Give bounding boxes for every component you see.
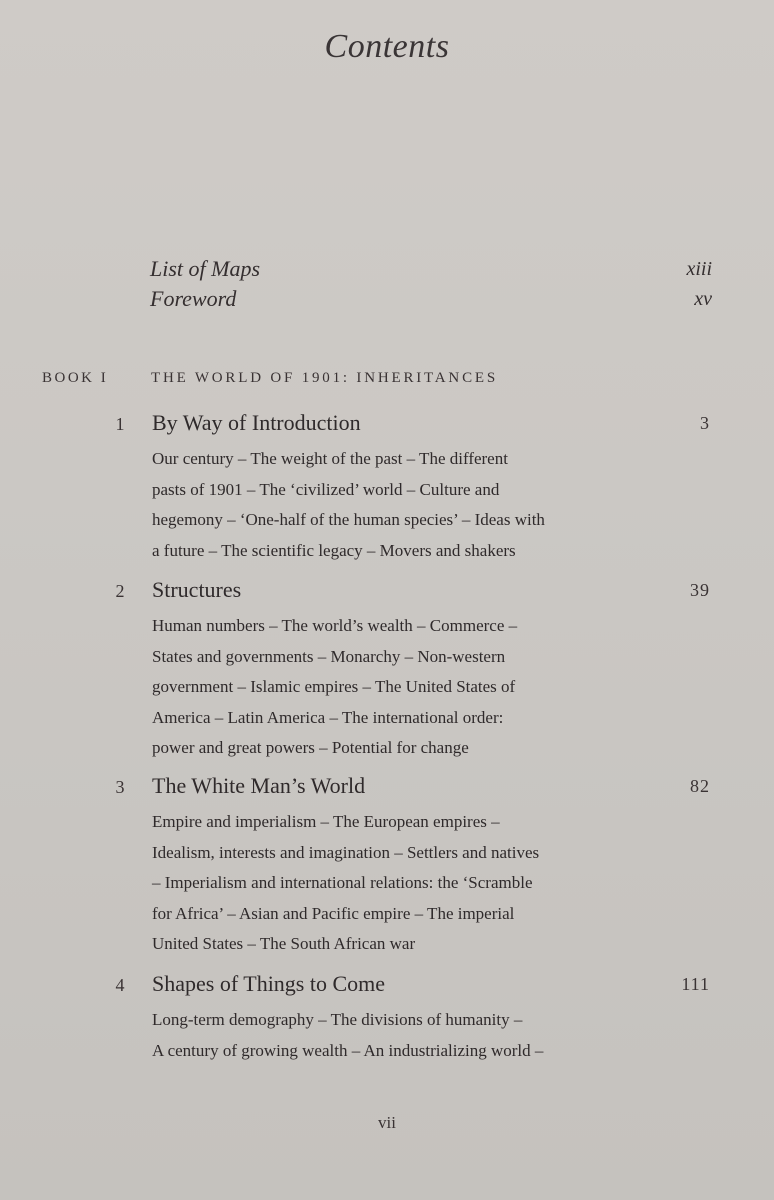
summary-line: States and governments – Monarchy – Non-western xyxy=(152,646,506,666)
chapter-page: 3 xyxy=(700,413,710,433)
summary-line: pasts of 1901 – The ‘civilized’ world – Culture and xyxy=(152,479,500,499)
summary-line: America – Latin America – The international order: xyxy=(152,707,504,727)
front-matter-label-foreword: Foreword xyxy=(150,286,237,311)
front-matter-page-foreword: xv xyxy=(694,288,712,310)
summary-line: A century of growing wealth – An industrializing world – xyxy=(152,1040,544,1060)
book-label: BOOK I xyxy=(42,370,109,386)
chapter-summary xyxy=(152,1005,543,1066)
summary-line: – Imperialism and international relations: the ‘Scramble xyxy=(152,873,533,892)
book-title: THE WORLD OF 1901: INHERITANCES xyxy=(151,370,498,386)
summary-line: government – Islamic empires – The United States of xyxy=(152,677,516,696)
chapter-summary xyxy=(152,807,539,960)
summary-line: Long-term demography – The divisions of humanity – xyxy=(152,1010,523,1029)
summary-line: Idealism, interests and imagination – Settlers and natives xyxy=(152,842,540,862)
chapter-title: Shapes of Things to Come xyxy=(152,971,386,996)
summary-line: for Africa’ – Asian and Pacific empire – The imperial xyxy=(152,903,515,923)
chapter-summary xyxy=(152,444,545,566)
chapter-summary xyxy=(152,611,517,764)
chapter-number: 2 xyxy=(115,581,125,601)
summary-line: United States – The South African war xyxy=(152,934,416,953)
chapter-number: 4 xyxy=(115,975,125,995)
summary-line: Human numbers – The world’s wealth – Commerce – xyxy=(152,616,518,635)
summary-line: Empire and imperialism – The European empires – xyxy=(152,812,500,831)
summary-line: power and great powers – Potential for change xyxy=(152,738,469,757)
chapter-number: 3 xyxy=(115,777,125,797)
chapter-number: 1 xyxy=(115,414,125,434)
chapter-title: The White Man’s World xyxy=(152,773,366,798)
summary-line: hegemony – ‘One-half of the human species’ – Ideas with xyxy=(152,510,545,529)
summary-line: Our century – The weight of the past – The different xyxy=(152,449,508,468)
chapter-title: By Way of Introduction xyxy=(152,410,361,435)
chapter-page: 39 xyxy=(690,580,710,600)
summary-line: a future – The scientific legacy – Movers and shakers xyxy=(152,540,516,560)
page-number: vii xyxy=(378,1113,396,1132)
chapter-title: Structures xyxy=(152,577,242,602)
front-matter-page-maps: xiii xyxy=(686,258,712,280)
chapter-page: 111 xyxy=(681,974,710,994)
page-title: Contents xyxy=(324,28,450,65)
front-matter-label-maps: List of Maps xyxy=(150,256,261,281)
chapter-page: 82 xyxy=(690,776,710,796)
